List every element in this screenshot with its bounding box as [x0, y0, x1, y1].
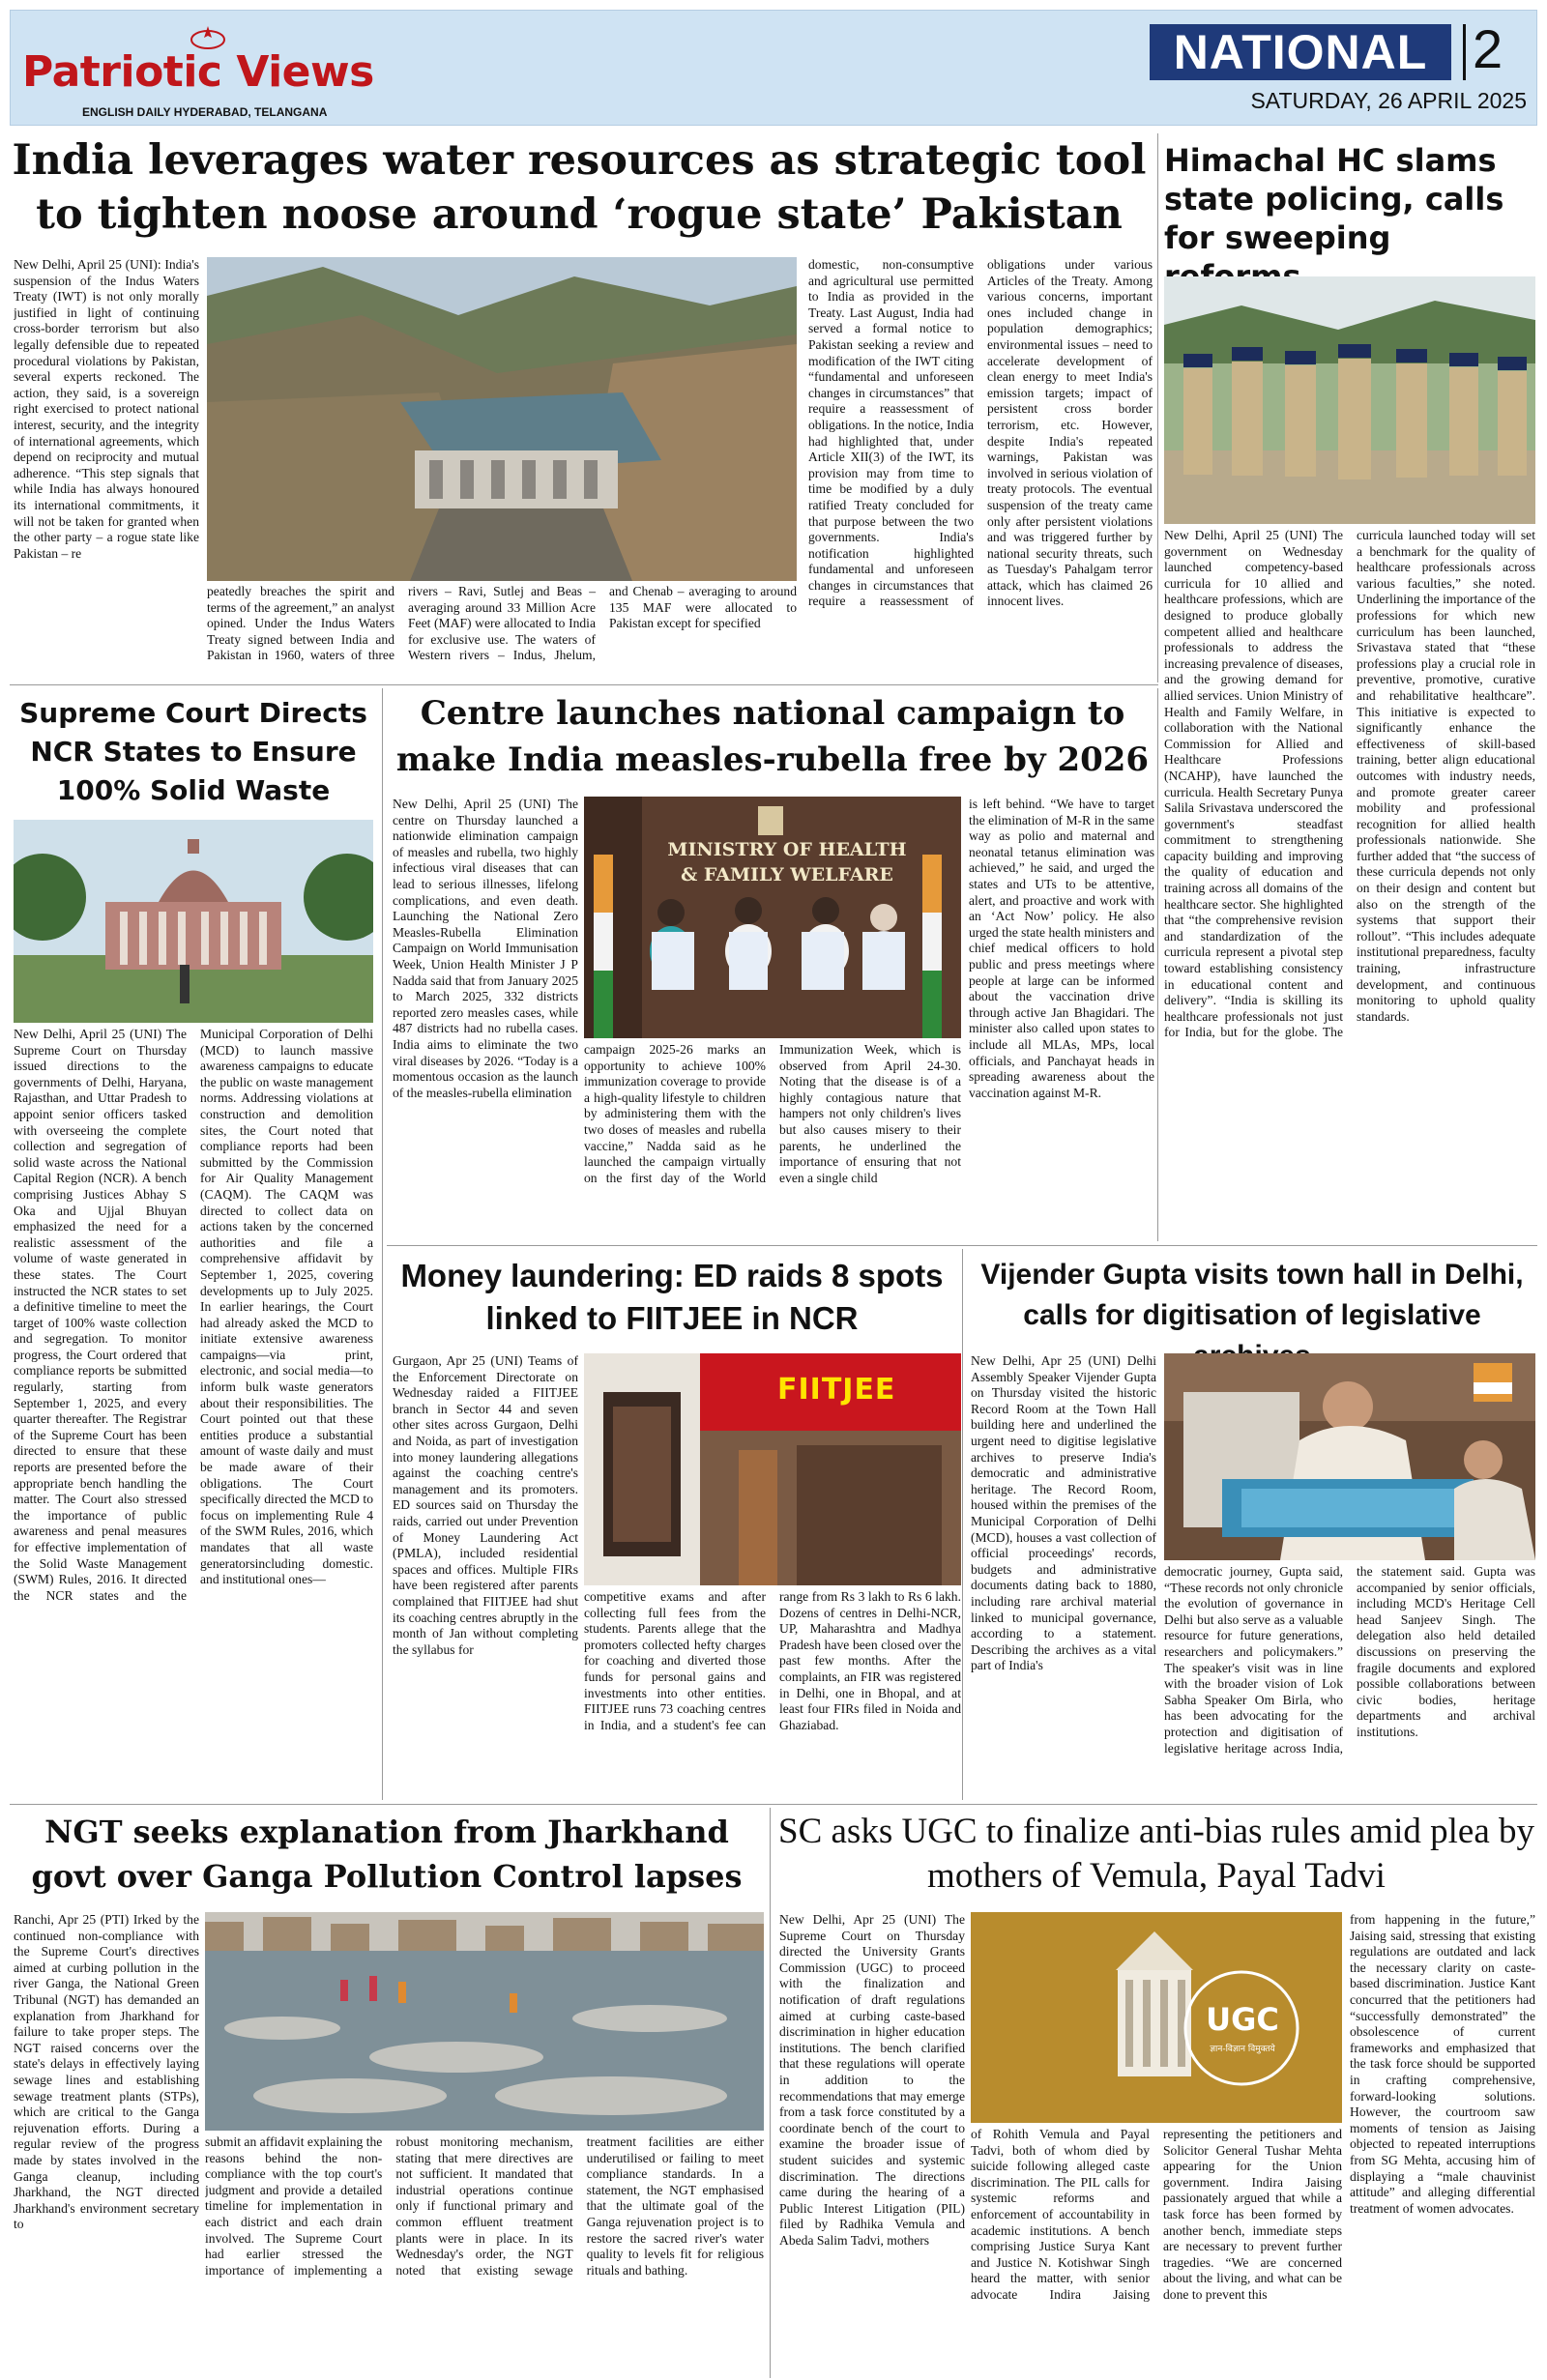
ganga-river-photo — [205, 1912, 764, 2131]
record-room-photo — [1164, 1353, 1535, 1560]
headline-sc-solid-waste: Supreme Court Directs NCR States to Ensure 100% Solid Waste — [19, 697, 367, 806]
headline-ed-fiitjee: Money laundering: ED raids 8 spots linked to FIITJEE in NCR — [400, 1258, 944, 1336]
police-parade-photo — [1164, 276, 1535, 524]
ministry-sign-line1: MINISTRY OF HEALTH — [667, 839, 907, 860]
article-text: competitive exams and after collecting full fees from the students. Parents allege that the promoters collected hefty charges for coaching and diverted those funds for personal gains and investments into other entities. FIITJEE runs 73 coaching centres in India, and a student's fee can range from Rs 3 lakh to Rs 6 lakh. Dozens of centres in Delhi-NCR, UP, Maharashtra and Madhya Pradesh have been closed over the past few months. After the complaints, an FIR was registered in Delhi, one in Bhopal, and at least four FIRs filed in Noida and Ghaziabad. — [584, 1589, 961, 1732]
paper-name: Patriotic Views — [22, 47, 374, 97]
article-text: New Delhi, Apr 25 (UNI) The Supreme Court on Thursday directed the University Grants Commission (UGC) to proceed with the finalization and notification of draft regulations aimed at curbing caste-based discrimination in higher education institutions. The bench clarified that these regulations will operate in addition to the recommendations that may emerge from a task force constituted by a coordinate bench of the court to examine the broader issue of student suicides and systemic discrimination. The directions came during the hearing of a Public Interest Litigation (PIL) filed by Radhika Vemula and Abeda Salim Tadvi, mothers — [779, 1912, 965, 2248]
column-rule — [962, 1249, 963, 1800]
article-text: New Delhi, April 25 (UNI) The government on Wednesday launched competency-based curricula for 10 allied and healthcare professions, which are designed to produce globally competent allied and healthcare professionals to address the increasing prevalence of diseases, and the growing demand for allied services. Union Ministry of Health and Family Welfare, in collaboration with the National Commission for Allied and Healthcare Professions (NCAHP), have launched the curricula. Health Secretary Punya Salila Srivastava underscored the government's steadfast commitment to strengthening capacity building and improving the quality of education and training across all domains of the healthcare sector. She highlighted that “the comprehensive revision and standardization of the curricula represent a pivotal step toward establishing consistency in educational content and delivery”. “India is skilling its healthcare professionals not just for India, but for the globe. The curricula launched today will set a benchmark for the quality of healthcare professionals across various faculties,” she noted. Underlining the importance of the professions for which new curriculum has been launched, Srivastava stated that “these professions play a crucial role in preventive, promotive, curative and rehabilitative healthcare”. This initiative is expected to significantly enhance the effectiveness of skill-based training, better align educational outcomes with industry needs, and promote greater career mobility and professional recognition for allied health professionals nationwide. She further added that “the success of these curricula depends not only on their design and content but also on the strength of the systems that support their rollout”. “This includes adequate institutional preparedness, faculty training, infrastructure development, and continuous monitoring to uphold quality standards. — [1164, 528, 1535, 1040]
column-rule — [770, 1808, 771, 2378]
article-text: peatedly breaches the spirit and terms of the agreement,” an analyst opined. Under the Indus Waters Treaty signed between India and Pakistan in 1960, waters of three rivers – Ravi, Sutlej and Beas – averaging around 33 Million Acre Feet (MAF) were allocated to India for exclusive use. The waters of Western rivers – Indus, Jhelum, and Chenab – averaging to around 135 MAF were allocated to Pakistan except for specified — [207, 584, 797, 663]
article-text: campaign 2025-26 marks an opportunity to achieve 100% immunization coverage to provide a high-quality lifestyle to children by administering them with the two doses of measles and rubella vaccine,” Nadda said as he launched the campaign virtually on the first day of the World Immunization Week, which is observed from April 24-30. Noting that the disease is of a highly contagious nature that hampers not only children's lives but also causes misery to their parents, he underlined the importance of ensuring that not even a single child — [584, 1042, 961, 1185]
article-text: New Delhi, April 25 (UNI) The centre on Thursday launched a nationwide elimination campaign of measles and rubella, two highly infectious viral diseases that can lead to serious illnesses, lifelong complications, and even death. Launching the National Zero Measles-Rubella Elimination Campaign on World Immunisation Week, Union Health Minister J P Nadda said that from January 2025 to March 2025, 332 districts reported zero measles cases, while 487 districts had no rubella cases. India aims to eliminate the two viral diseases by 2026. “Today is a momentous occasion as the launch of the measles-rubella elimination — [393, 797, 578, 1100]
article-text: New Delhi, April 25 (UNI): India's suspension of the Indus Waters Treaty (IWT) is not only morally justified in light of continuing cross-border terrorism but also legally defensible due to repeated procedural violations by Pakistan, several experts reckoned. The action, they said, is a sovereign right exercised to protect national interest, security, and the integrity of international agreements, which depend on reciprocity and mutual adherence. “This step signals that while India has always honoured its international commitments, it will not be taken for granted when the other party – a rogue state like Pakistan – re — [14, 257, 199, 561]
ugc-logo-motto: ज्ञान-विज्ञान विमुक्तये — [1210, 2045, 1275, 2054]
ugc-logo-text: UGC — [1206, 2001, 1279, 2038]
column-rule — [1157, 133, 1158, 682]
article-text: is left behind. “We have to target the elimination of M-R in the same way as polio and maternal and neonatal tetanus elimination was achieved,” he said, and urged the states and UTs to be attentive, alert, and proactive and work with an ‘Act Now’ policy. He also urged the state health ministers and chief medical officers to hold public and press meetings where people at large can be informed about the vaccination drive through active Jan Bhagidari. The minister also called upon states to include all MLAs, MPs, local officials, and Panchayat heads in spreading awareness about the vaccination against M-R. — [969, 797, 1154, 1100]
logo-emblem-icon — [190, 24, 226, 49]
section-rule — [387, 1245, 1537, 1246]
article-text: Gurgaon, Apr 25 (UNI) Teams of the Enforcement Directorate on Wednesday raided a FIITJEE branch in Sector 44 and seven other sites across Gurgaon, Delhi and Noida, as part of investigation into money laundering allegations against the coaching centre's management and its promoters. ED sources said on Thursday the raids, carried out under Prevention of Money Laundering Act (PMLA), included residential spaces and offices. Multiple FIRs have been registered after parents complained that FIITJEE had shut its coaching centres abruptly in the month of Jan without completing the syllabus for — [393, 1353, 578, 1657]
headline-sc-ugc: SC asks UGC to finalize anti-bias rules amid plea by mothers of Vemula, Payal Tadvi — [778, 1812, 1534, 1896]
article-text: from happening in the future,” Jaising said, stressing that existing regulations are outdated and lack the necessary clarity on caste-based discrimination. Justice Kant concurred that the petitioners had “successfully demonstrated” the obsolescence of current frameworks and emphasized that the task force should be supported in crafting comprehensive, forward-looking solutions. However, the courtroom saw moments of tension as Jaising objected to repeated interruptions from SG Mehta, accusing him of displaying a “male chauvinist attitude” and alleging differential treatment of women advocates. — [1350, 1912, 1535, 2216]
section-divider — [1463, 24, 1466, 80]
ministry-sign-line2: & FAMILY WELFARE — [681, 864, 893, 885]
article-text: domestic, non-consumptive and agricultural use permitted to India as provided in the Treaty. Last August, India had served a formal notice to Pakistan seeking a review and modification of the IWT citing “fundamental and unforeseen changes in circumstances” that require a reassessment of obligations. In the notice, India had highlighted that, under Article XII(3) of the IWT, its provision may from time to time be modified by a duly ratified Treaty concluded for that purpose between the two governments. India's notification highlighted fundamental and unforeseen changes in circumstances that require a reassessment of obligations under various Articles of the Treaty. Among various concerns, important ones included change in population demographics; environmental issues – need to accelerate development of clean energy to meet India's emission targets; impact of persistent cross border terrorism, etc. However, despite India's repeated warnings, Pakistan was involved in serious violation of treaty protocols. The eventual suspension of the treaty came only after persistent violations and was triggered further by national security threats, such as Tuesday's Pahalgam terror attack, which has claimed 26 innocent lives. — [808, 257, 1153, 609]
headline-himachal-hc: Himachal HC slams state policing, calls for sweeping — [1164, 142, 1504, 256]
fiitjee-office-photo — [584, 1353, 961, 1585]
article-text: democratic journey, Gupta said, “These records not only chronicle the evolution of governance in Delhi but also serve as a valuable resource for future generations, researchers and policymakers.” The speaker's visit was in line with the broader vision of Lok Sabha Speaker Om Birla, who has been advocating for the protection and digitisation of legislative heritage across India, the statement said. Gupta was accompanied by senior officials, including MCD's Heritage Cell head Sanjeev Singh. The delegation also held detailed discussions on preserving the fragile documents and explored possible collaborations between civic bodies, heritage departments and archival institutions. — [1164, 1564, 1535, 1756]
headline-ngt-ganga: NGT seeks explanation from Jharkhand govt over Ganga Pollution Control lapses — [31, 1814, 743, 1895]
column-rule — [382, 688, 383, 1800]
fiitjee-sign: FIITJEE — [777, 1373, 896, 1407]
section-rule — [10, 1804, 1537, 1805]
section-label: NATIONAL — [1150, 24, 1451, 80]
column-rule — [1157, 688, 1158, 1241]
dam-photo — [207, 257, 797, 581]
paper-tagline: ENGLISH DAILY HYDERABAD, TELANGANA — [82, 105, 328, 119]
headline-indus-waters: India leverages water resources as strategic tool to tighten noose around ‘rogue state’ Pakistan — [12, 136, 1147, 239]
ugc-logo-photo — [971, 1912, 1342, 2123]
article-text: New Delhi, Apr 25 (UNI) Delhi Assembly Speaker Vijender Gupta on Thursday visited the historic Record Room at the Town Hall building here and underlined the urgent need to digitise legislative archives to preserve India's democratic and administrative heritage. The Record Room, housed within the premises of the Municipal Corporation of Delhi (MCD), houses a vast collection of official proceedings' records, budgets and administrative documents dating back to 1880, including rare archival material linked to municipal governance, according to a statement. Describing the archives as a vital part of India's — [971, 1353, 1156, 1673]
supreme-court-photo — [14, 820, 373, 1023]
page-number: 2 — [1473, 18, 1503, 79]
article-text: of Rohith Vemula and Payal Tadvi, both of whom died by suicide following alleged caste discrimination. The PIL calls for systemic reforms and enforcement of accountability in academic institutions. A bench comprising Justice Surya Kant and Justice N. Kotishwar Singh heard the matter, with senior advocate Indira Jaising representing the petitioners and Solicitor General Tushar Mehta appearing for the Union government. Indira Jaising passionately argued that while a task force has been formed by another bench, immediate steps are necessary to prevent further tragedies. “We are concerned about the living, and what can be done to prevent this — [971, 2127, 1342, 2302]
article-text: New Delhi, April 25 (UNI) The Supreme Court on Thursday issued directions to the governments of Delhi, Haryana, Rajasthan, and Uttar Pradesh to appoint senior officers tasked with overseeing the complete collection and segregation of solid waste across the National Capital Region (NCR). A bench comprising Justices Abhay S Oka and Ujjal Bhuyan emphasized the need for a realistic assessment of the volume of waste generated in these states. The Court instructed the NCR states to set a definitive timeline to meet the target of 100% waste collection and segregation. To monitor progress, the Court ordered that compliance reports be submitted regularly, starting from September 1, 2025, and every quarter thereafter. The Registrar of the Supreme Court has been directed to ensure that these reports are presented before the appropriate bench handling the matter. The Court also stressed the importance of public awareness and penal measures for effective implementation of the Solid Waste Management (SWM) Rules, 2016. It directed the NCR states and the Municipal Corporation of Delhi (MCD) to launch massive awareness campaigns to educate the public on waste management norms. Addressing violations at construction and demolition sites, the Court noted that compliance reports had been submitted by the Commission for Air Quality Management (CAQM). The CAQM was directed to collect data on actions taken by the concerned authorities and file a comprehensive affidavit by September 1, 2025, covering developments up to July 2025. In earlier hearings, the Court had already asked the MCD to initiate extensive awareness campaigns—via print, electronic, and social media—to inform bulk waste generators about their responsibilities. The Court pointed out that these entities produce a substantial amount of waste daily and must be made aware of their obligations. The Court specifically directed the MCD to focus on implementing Rule 4 of the SWM Rules, 2016, which mandates that all waste generatorsincluding domestic. and institutional ones— — [14, 1027, 373, 1603]
issue-date: SATURDAY, 26 APRIL 2025 — [1250, 88, 1527, 113]
health-ministry-photo — [584, 797, 961, 1038]
article-text: Ranchi, Apr 25 (PTI) Irked by the continued non-compliance with the Supreme Court's directives aimed at curbing pollution in the river Ganga, the National Green Tribunal (NGT) has demanded an explanation from Jharkhand for failure to take proper steps. The NGT raised concerns over the state's delays in effectively laying sewage lines and establishing sewage treatment plants (STPs), which are critical to the Ganga rejuvenation efforts. During a regular review of the progress made by states involved in the Ganga cleanup, including Jharkhand, the NGT directed Jharkhand's environment secretary to — [14, 1912, 199, 2232]
headline-measles-rubella: Centre launches national campaign to make India measles-rubella free by 2026 — [395, 694, 1150, 779]
section-rule — [10, 684, 1158, 685]
masthead — [10, 10, 1537, 126]
headline-vijender-gupta: Vijender Gupta visits town hall in Delhi, calls for digitisation of legislative — [980, 1259, 1524, 1331]
article-text: submit an affidavit explaining the reasons behind the non-compliance with the top court's judgment and provide a detailed timeline for implementation in each district and each drain involved. The Supreme Court had earlier stressed the importance of implementing a robust monitoring mechanism, stating that mere directives are not sufficient. It mandated that industrial operations continue only if functional primary and common effluent treatment plants were in place. In its Wednesday's order, the NGT noted that existing sewage treatment facilities are either underutilised or failing to meet compliance standards. In a statement, the NGT emphasised that the ultimate goal of the Ganga rejuvenation project is to restore the sacred river's water quality to levels fit for religious rituals and bathing. — [205, 2134, 764, 2278]
